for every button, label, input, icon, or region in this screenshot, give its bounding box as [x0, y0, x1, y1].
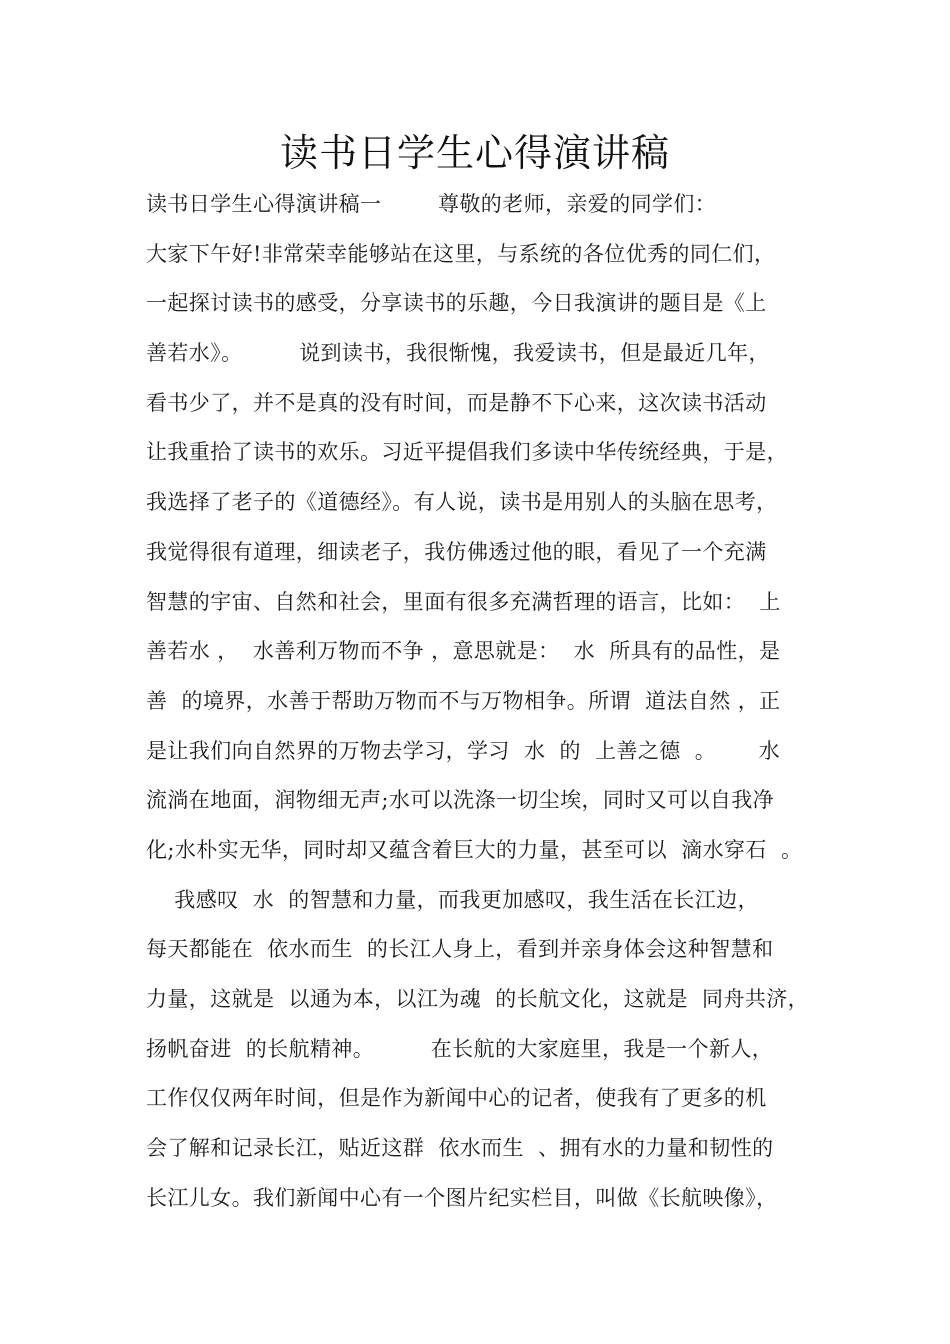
- body-line: 让我重拾了读书的欢乐。习近平提倡我们多读中华传统经典，于是，: [146, 440, 788, 465]
- body-line: 智慧的宇宙、自然和社会，里面有很多充满哲理的语言，比如： 上: [146, 589, 781, 614]
- body-line: 看书少了，并不是真的没有时间，而是静不下心来，这次读书活动: [146, 390, 767, 415]
- body-line: 我觉得很有道理，细读老子，我仿佛透过他的眼，看见了一个充满: [146, 539, 767, 564]
- body-line: 我选择了老子的《道德经》。有人说，读书是用别人的头脑在思考，: [146, 490, 778, 515]
- body-line: 一起探讨读书的感受，分享读书的乐趣，今日我演讲的题目是《上: [146, 291, 767, 316]
- document-body: [146, 180, 836, 1223]
- body-line: 工作仅仅两年时间，但是作为新闻中心的记者，使我有了更多的机: [146, 1086, 767, 1111]
- body-line: 善 的境界，水善于帮助万物而不与万物相争。所谓 道法自然 ，正: [146, 688, 781, 713]
- document-title: 读书日学生心得演讲稿: [279, 131, 670, 175]
- body-line: 善若水》。 说到读书，我很惭愧，我爱读书，但是最近几年，: [146, 341, 770, 366]
- body-line: 善若水 ， 水善利万物而不争 ，意思就是： 水 所具有的品性，是: [146, 639, 781, 664]
- body-line: 会了解和记录长江，贴近这群 依水而生 、拥有水的力量和韧性的: [146, 1136, 774, 1161]
- body-line: 读书日学生心得演讲稿一 尊敬的老师，亲爱的同学们：: [146, 192, 717, 216]
- body-line: 化;水朴实无华，同时却又蕴含着巨大的力量，甚至可以 滴水穿石 。: [146, 837, 803, 862]
- body-line: 扬帆奋进 的长航精神。 在长航的大家庭里，我是一个新人，: [146, 1036, 774, 1061]
- body-line: 大家下午好!非常荣幸能够站在这里，与系统的各位优秀的同仁们，: [146, 241, 776, 266]
- body-line: 力量，这就是 以通为本，以江为魂 的长航文化，这就是 同舟共济，: [146, 987, 810, 1011]
- body-line: 是让我们向自然界的万物去学习，学习 水 的 上善之德 。 水: [146, 738, 781, 763]
- body-line: 我感叹 水 的智慧和力量，而我更加感叹，我生活在长江边，: [146, 887, 759, 912]
- body-line: 长江儿女。我们新闻中心有一个图片纪实栏目，叫做《长航映像》，: [146, 1185, 778, 1210]
- body-line: 流淌在地面，润物细无声;水可以洗涤一切尘埃，同时又可以自我净: [146, 788, 775, 813]
- body-line: 每天都能在 依水而生 的长江人身上，看到并亲身体会这种智慧和: [146, 937, 774, 962]
